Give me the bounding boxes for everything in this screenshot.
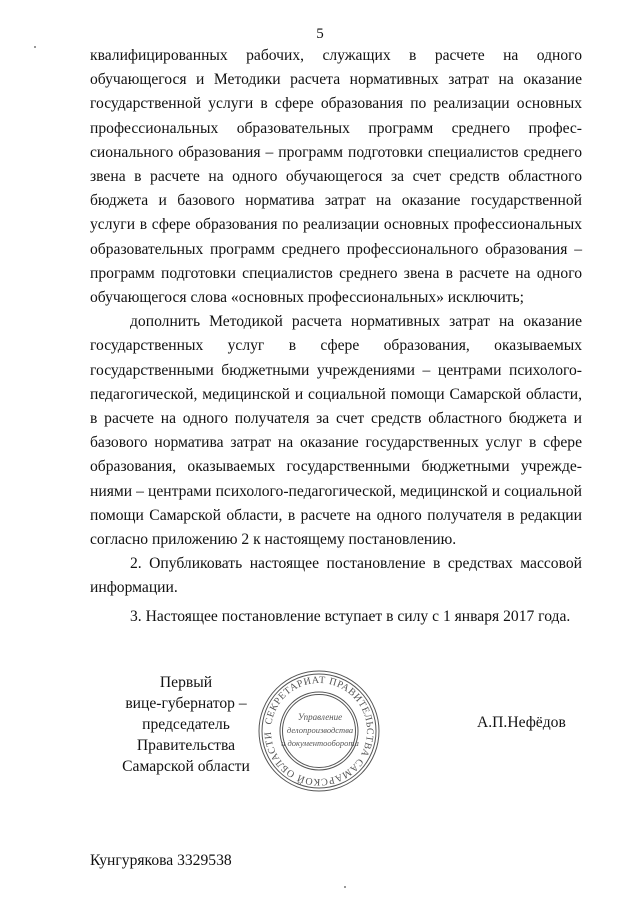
stamp-text-line: и документооборота	[281, 738, 359, 748]
paragraph-methodology-amendment: квалифицированных рабочих, служащих в расчете на одного обучающегося и Методики расчета нормативных затрат на оказание государственной услуги в сфере образования по реализации основных профессиональных образовательных программ среднего профес-сионального образования – программ подготовки специалистов среднего звена в расчете на одного обучающегося за счет средств областного бюджета и базового норматива затрат на оказание государственной услуги в сфере образования по реализации основных профессиональных образовательных программ среднего профессионального образования – программ подготовки специалистов среднего звена в расчете на одного обучающегося слова «основных профессиональных» исключить;	[90, 47, 582, 307]
scan-speck	[344, 886, 346, 888]
signatory-name: А.П.Нефёдов	[477, 714, 566, 731]
document-body	[90, 44, 582, 629]
signatory-title-line: председатель Правительства	[136, 716, 236, 754]
stamp-text-line: делопроизводства	[286, 725, 354, 735]
official-seal-stamp	[256, 668, 382, 794]
paragraph-item-2: 2. Опубликовать настоящее постановление в средствах массовой информации.	[90, 555, 582, 597]
signatory-title-line: вице-губернатор –	[125, 695, 247, 712]
signatory-title-line: Самарской области	[122, 758, 250, 775]
stamp-ring-text: СЕКРЕТАРИАТ ПРАВИТЕЛЬСТВА САМАРСКОЙ ОБЛАСТИ	[262, 674, 376, 788]
signatory-title	[96, 672, 276, 777]
scan-speck	[34, 46, 36, 48]
executor-contact: Кунгурякова 3329538	[90, 852, 232, 869]
signatory-title-line: Первый	[159, 674, 213, 691]
stamp-text-line: Управление	[297, 712, 343, 722]
page-number: 5	[316, 26, 324, 42]
paragraph-methodology-addition: дополнить Методикой расчета нормативных затрат на оказание государственных услуг в сфере образования, оказываемых государственными бюджетными учреждениями – центрами психолого-педагогической, медицинской и социальной помощи Самарской области, в расчете на одного получателя за счет средств областного бюджета и базового норматива затрат на оказание государственных услуг в сфере образования, оказываемых государственными бюджетными учрежде-ниями – центрами психолого-педагогической, медицинской и социальной помощи Самарской области, в расчете на одного получателя в редакции согласно приложению 2 к настоящему постановлению.	[90, 313, 582, 549]
paragraph-item-3: 3. Настоящее постановление вступает в силу с 1 января 2017 года.	[130, 607, 571, 625]
